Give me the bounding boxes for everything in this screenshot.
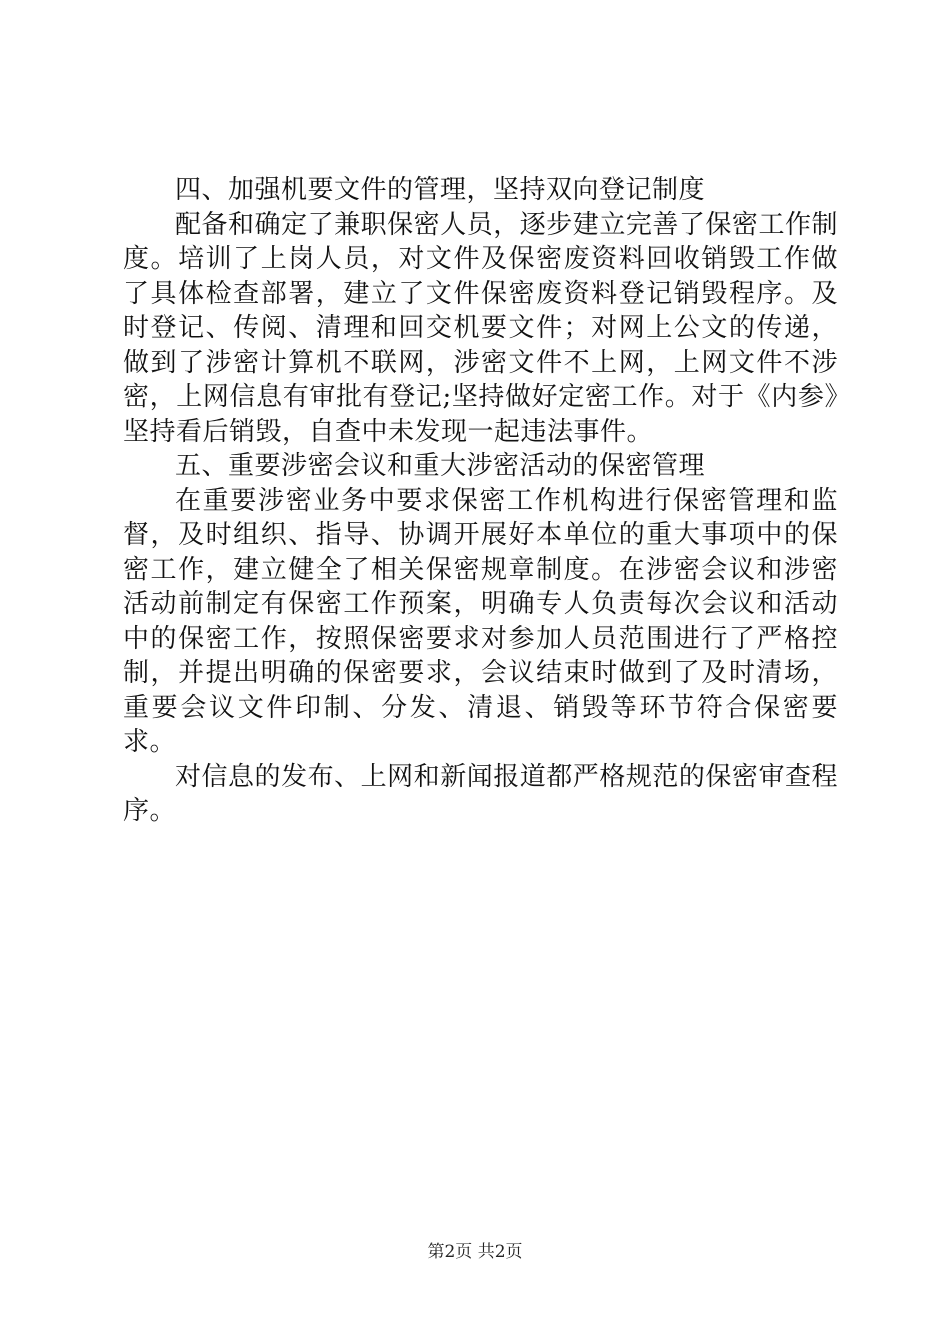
closing-paragraph: 对信息的发布、上网和新闻报道都严格规范的保密审查程序。 <box>123 761 838 826</box>
section-paragraph-5: 在重要涉密业务中要求保密工作机构进行保密管理和监督，及时组织、指导、协调开展好本单位的重大事项中的保密工作，建立健全了相关保密规章制度。在涉密会议和涉密活动前制定有保密工作预案，明确专人负责每次会议和活动中的保密工作，按照保密要求对参加人员范围进行了严格控制，并提出明确的保密要求，会议结束时做到了及时清场，重要会议文件印制、分发、清退、销毁等环节符合保密要求。 <box>123 485 838 757</box>
section-heading-4: 四、加强机要文件的管理，坚持双向登记制度 <box>175 175 706 205</box>
page-number-footer: 第2页 共2页 <box>427 1242 523 1262</box>
section-heading-5: 五、重要涉密会议和重大涉密活动的保密管理 <box>175 451 706 481</box>
document-body <box>123 173 838 829</box>
section-paragraph-4: 配备和确定了兼职保密人员，逐步建立完善了保密工作制度。培训了上岗人员，对文件及保密废资料回收销毁工作做了具体检查部署，建立了文件保密废资料登记销毁程序。及时登记、传阅、清理和回交机要文件；对网上公文的传递，做到了涉密计算机不联网，涉密文件不上网，上网文件不涉密，上网信息有审批有登记;坚持做好定密工作。对于《内参》坚持看后销毁，自查中未发现一起违法事件。 <box>123 209 838 447</box>
